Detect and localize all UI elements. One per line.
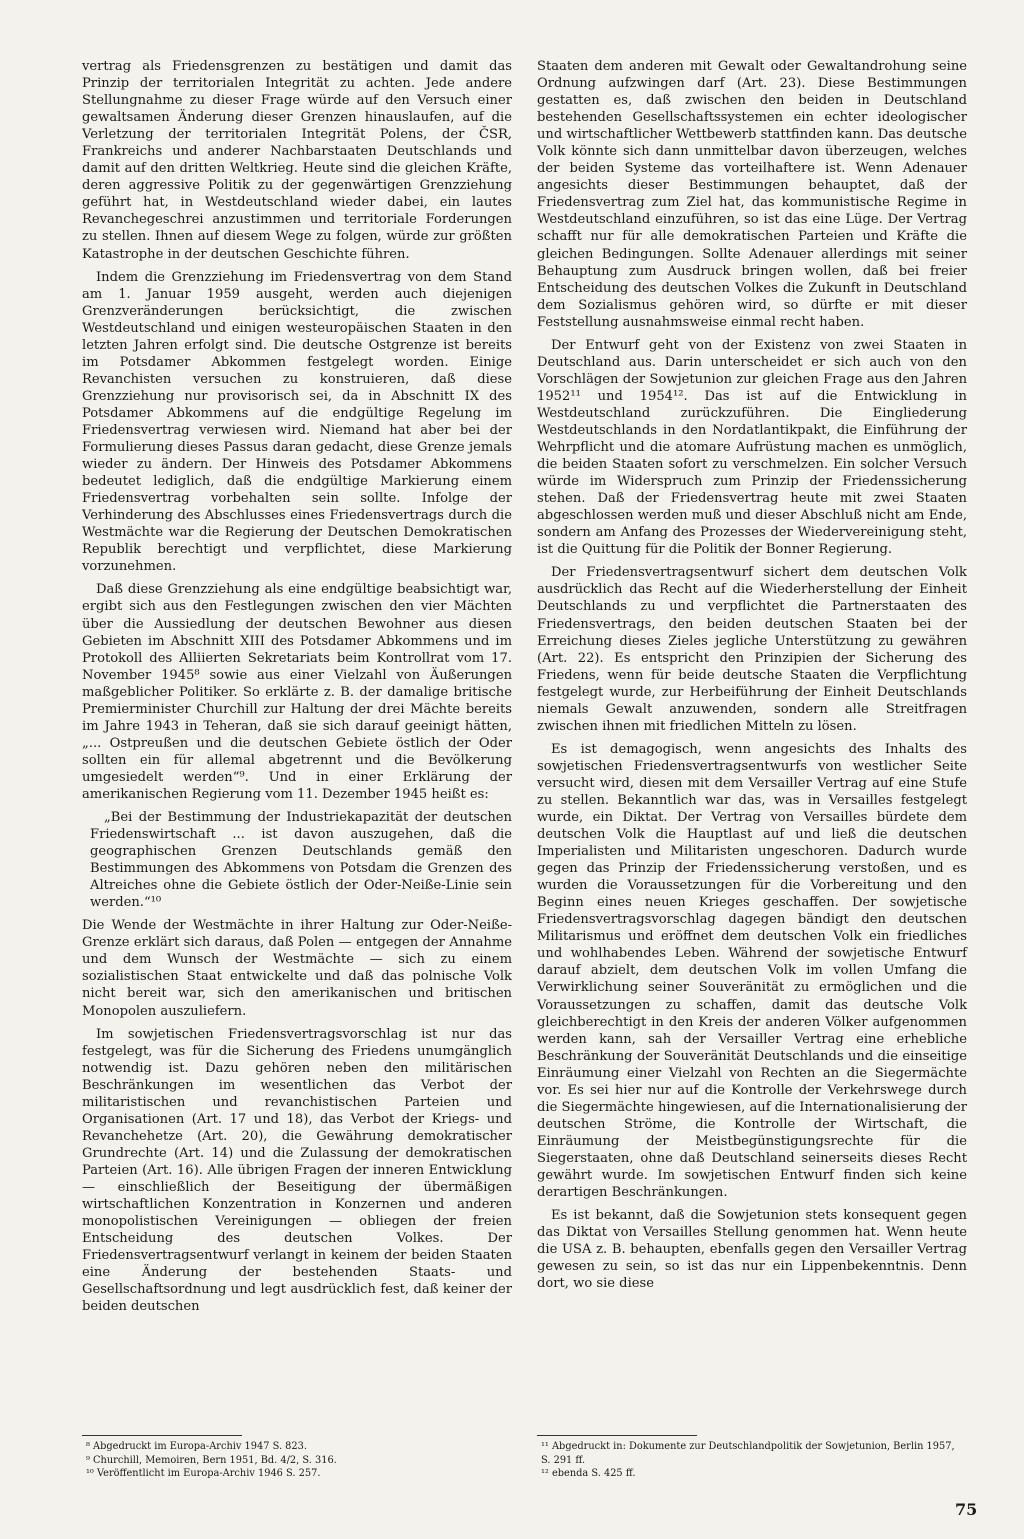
paragraph: Es ist bekannt, daß die Sowjetunion stets konsequent gegen das Diktat von Versailles Stellung genommen hat. Wenn heute die USA z. B. behaupten, ebenfalls gegen den Versailler Vertrag gewesen zu sein, so ist das nur ein Lippenbekenntnis. Denn dort, wo sie diese: [537, 1208, 967, 1292]
footnote: ¹² ebenda S. 425 ff.: [541, 1468, 636, 1479]
right-column: [537, 58, 967, 1298]
paragraph: Der Entwurf geht von der Existenz von zwei Staaten in Deutschland aus. Darin unterscheidet er sich auch von den Vorschlägen der Sowjetunion zur gleichen Frage aus den Jahren 1952¹¹ und 1954¹². Das ist auf die Entwicklung in Westdeutschland zurückzuführen. Die Eingliederung Westdeutschlands in den Nordatlantikpakt, die Einführung der Wehrpflicht und die atomare Aufrüstung machen es unmöglich, die beiden Staaten sofort zu verschmelzen. Ein solcher Versuch würde im Widerspruch zum Prinzip der Friedenssicherung stehen. Daß der Friedensvertrag heute mit zwei Staaten abgeschlossen werden muß und dieser Abschluß nicht am Ende, sondern am Anfang des Prozesses der Wiedervereinigung steht, ist die Quittung für die Politik der Bonner Regierung.: [537, 337, 967, 558]
footnotes-right: [537, 1435, 967, 1481]
left-column: [82, 58, 512, 1321]
footnote-rule: [82, 1435, 242, 1436]
paragraph: Staaten dem anderen mit Gewalt oder Gewaltandrohung seine Ordnung aufzwingen darf (Art. 23). Diese Bestimmungen gestatten es, daß zwischen den beiden in Deutschland bestehenden Gesellschaftssystemen ein echter ideologischer und wirtschaftlicher Wettbewerb stattfinden kann. Das deutsche Volk könnte sich dann unmittelbar davon überzeugen, welches der beiden Systeme das vorteilhaftere ist. Wenn Adenauer angesichts dieser Bestimmungen behauptet, daß der Friedensvertrag zum Ziel hat, das kommunistische Regime in Westdeutschland einzuführen, so ist das eine Lüge. Der Vertrag schafft nur für alle demokratischen Parteien und Kräfte die gleichen Bedingungen. Sollte Adenauer allerdings mit seiner Behauptung zum Ausdruck bringen wollen, daß bei freier Entscheidung des deutschen Volkes die Zukunft in Deutschland dem Sozialismus gehören wird, so dürfte er mit dieser Feststellung ausnahmsweise einmal recht haben.: [537, 59, 967, 330]
paragraph: Im sowjetischen Friedensvertragsvorschlag ist nur das festgelegt, was für die Sicherung des Friedens unumgänglich notwendig ist. Dazu gehören neben den militärischen Beschränkungen im wesentlichen das Verbot der militaristischen und revanchistischen Parteien und Organisationen (Art. 17 und 18), das Verbot der Kriegs- und Revanchehetze (Art. 20), die Gewährung demokratischer Grundrechte (Art. 14) und die Zulassung der demokratischen Parteien (Art. 16). Alle übrigen Fragen der inneren Entwicklung — einschließlich der Beseitigung der übermäßigen wirtschaftlichen Konzentration in Konzernen und anderen monopolistischen Vereinigungen — obliegen der freien Entscheidung des deutschen Volkes. Der Friedensvertragsentwurf verlangt in keinem der beiden Staaten eine Änderung der bestehenden Staats- und Gesellschaftsordnung und legt ausdrücklich fest, daß keiner der beiden deutschen: [82, 1026, 512, 1315]
footnote: ¹¹ Abgedruckt in: Dokumente zur Deutschlandpolitik der Sowjetunion, Berlin 1957, S. 291 ff.: [541, 1441, 955, 1466]
footnote: ⁹ Churchill, Memoiren, Bern 1951, Bd. 4/2, S. 316.: [86, 1454, 337, 1466]
page-number: 75: [955, 1500, 978, 1519]
footnote: ⁸ Abgedruckt im Europa-Archiv 1947 S. 823.: [86, 1441, 307, 1452]
footnotes-left: [82, 1435, 512, 1481]
paragraph: Daß diese Grenzziehung als eine endgültige beabsichtigt war, ergibt sich aus den Festlegungen zwischen den vier Mächten über die Aussiedlung der deutschen Bewohner aus diesen Gebieten im Abschnitt XIII des Potsdamer Abkommens und im Protokoll des Alliierten Sekretariats beim Kontrollrat vom 17. November 1945⁸ sowie aus einer Vielzahl von Äußerungen maßgeblicher Politiker. So erklärte z. B. der damalige britische Premierminister Churchill zur Haltung der drei Mächte bereits im Jahre 1943 in Teheran, daß sie sich darauf geeinigt hätten, „... Ostpreußen und die deutschen Gebiete östlich der Oder sollten ein für allemal abgetrennt und die Bevölkerung umgesiedelt werden“⁹. Und in einer Erklärung der amerikanischen Regierung vom 11. Dezember 1945 heißt es:: [82, 582, 512, 802]
paragraph: Die Wende der Westmächte in ihrer Haltung zur Oder-Neiße-Grenze erklärt sich daraus, daß Polen — entgegen der Annahme und dem Wunsch der Westmächte — sich zu einem sozialistischen Staat entwickelte und daß das polnische Volk nicht bereit war, sich den amerikanischen und britischen Monopolen auszuliefern.: [82, 918, 512, 1019]
paragraph: Indem die Grenzziehung im Friedensvertrag von dem Stand am 1. Januar 1959 ausgeht, werden auch diejenigen Grenzveränderungen berücksichtigt, die zwischen Westdeutschland und einigen westeuropäischen Staaten in den letzten Jahren erfolgt sind. Die deutsche Ostgrenze ist bereits im Potsdamer Abkommen festgelegt worden. Einige Revanchisten versuchen zu konstruieren, daß diese Grenzziehung nur provisorisch sei, da in Abschnitt IX des Potsdamer Abkommens auf die endgültige Regelung im Friedensvertrag verwiesen wird. Niemand hat aber bei der Formulierung dieses Passus daran gedacht, diese Grenze jemals wieder zu ändern. Der Hinweis des Potsdamer Abkommens bedeutet lediglich, daß die endgültige Markierung einem Friedensvertrag vorbehalten sein sollte. Infolge der Verhinderung des Abschlusses eines Friedensvertrags durch die Westmächte war die Regierung der Deutschen Demokratischen Republik berechtigt und verpflichtet, diese Markierung vorzunehmen.: [82, 269, 512, 575]
footnote: ¹⁰ Veröffentlicht im Europa-Archiv 1946 S. 257.: [86, 1468, 321, 1479]
quotation: „Bei der Bestimmung der Industriekapazität der deutschen Friedenswirtschaft ... ist davon auszugehen, daß die geographischen Grenzen Deutschlands gemäß den Bestimmungen des Abkommens von Potsdam die Grenzen des Altreiches ohne die Gebiete östlich der Oder-Neiße-Linie sein werden.“¹⁰: [90, 810, 512, 911]
paragraph: Es ist demagogisch, wenn angesichts des Inhalts des sowjetischen Friedensvertragsentwurfs von westlicher Seite versucht wird, diesen mit dem Versailler Vertrag auf eine Stufe zu stellen. Bekanntlich war das, was in Versailles festgelegt wurde, ein Diktat. Der Vertrag von Versailles bürdete dem deutschen Volk die Hauptlast auf und ließ die deutschen Imperialisten und Militaristen ungeschoren. Dadurch wurde gegen das Prinzip der Friedenssicherung verstoßen, und es wurden die Voraussetzungen für die Vorbereitung und den Beginn eines neuen Krieges geschaffen. Der sowjetische Friedensvertragsvorschlag dagegen bändigt den deutschen Militarismus und eröffnet dem deutschen Volk ein friedliches und wohlhabendes Leben. Während der sowjetische Entwurf darauf abzielt, dem deutschen Volk im vollen Umfang die Verwirklichung seiner Souveränität zu ermöglichen und die Voraussetzungen zu schaffen, damit das deutsche Volk gleichberechtigt in den Kreis der anderen Völker aufgenommen werden kann, sah der Versailler Vertrag eine erhebliche Beschränkung der Souveränität Deutschlands und die einseitige Einräumung einer Vielzahl von Rechten an die Siegermächte vor. Es sei hier nur auf die Kontrolle der Verkehrswege durch die Siegermächte hingewiesen, auf die Internationalisierung der deutschen Ströme, die Kontrolle der Wirtschaft, die Einräumung der Meistbegünstigungsrechte für die Siegerstaaten, ohne daß Deutschland seinerseits dieses Recht gewährt wurde. Im sowjetischen Entwurf finden sich keine derartigen Beschränkungen.: [537, 741, 967, 1201]
footnote-rule: [537, 1435, 697, 1436]
paragraph: vertrag als Friedensgrenzen zu bestätigen und damit das Prinzip der territorialen Integrität zu achten. Jede andere Stellungnahme zu dieser Frage würde auf den Versuch einer gewaltsamen Änderung dieser Grenzen hinauslaufen, auf die Verletzung der territorialen Integrität Polens, der ČSR, Frankreichs und anderer Nachbarstaaten Deutschlands und damit auf den dritten Weltkrieg. Heute sind die gleichen Kräfte, deren aggressive Politik zu der gegenwärtigen Grenzziehung geführt hat, in Westdeutschland wieder dabei, ein lautes Revanchegeschrei anzustimmen und territoriale Forderungen zu stellen. Ihnen auf diesem Wege zu folgen, würde zur größten Katastrophe in der deutschen Geschichte führen.: [82, 59, 512, 262]
paragraph: Der Friedensvertragsentwurf sichert dem deutschen Volk ausdrücklich das Recht auf die Wiederherstellung der Einheit Deutschlands zu und verpflichtet die Partnerstaaten des Friedensvertrags, den beiden deutschen Staaten bei der Erreichung dieses Zieles jegliche Unterstützung zu gewähren (Art. 22). Es entspricht den Prinzipien der Sicherung des Friedens, wenn für beide deutsche Staaten die Verpflichtung festgelegt wurde, zur Herbeiführung der Einheit Deutschlands niemals Gewalt anzuwenden, sondern alle Streitfragen zwischen ihnen mit friedlichen Mitteln zu lösen.: [537, 565, 967, 734]
